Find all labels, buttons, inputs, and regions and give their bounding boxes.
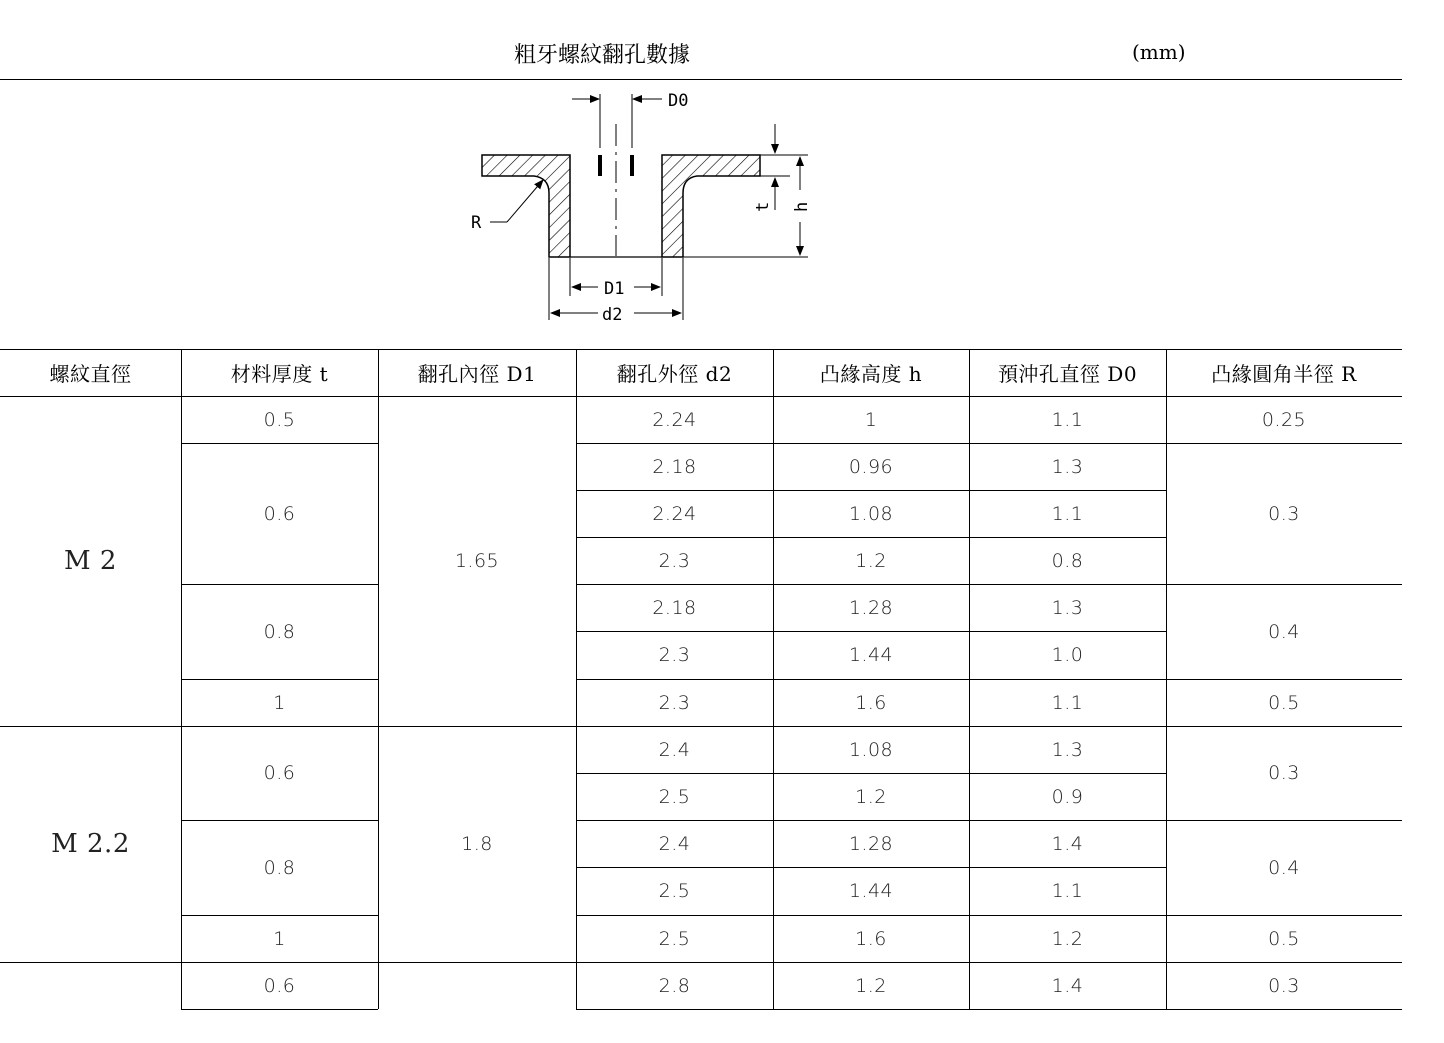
h-value: 1 xyxy=(864,408,878,431)
d0-value: 1.3 xyxy=(1051,738,1084,761)
h-value: 1.6 xyxy=(855,691,887,714)
thickness-value: 0.8 xyxy=(263,620,296,643)
column-header: 翻孔外徑 d2 xyxy=(616,362,733,386)
label-h: h xyxy=(792,201,812,212)
d2-value: 2.3 xyxy=(658,549,691,572)
thickness-rule xyxy=(181,584,378,585)
radius-value: 0.3 xyxy=(1268,502,1300,525)
d2-value: 2.3 xyxy=(658,644,691,666)
d2-value: 2.18 xyxy=(652,596,697,619)
label-r: R xyxy=(471,213,482,233)
thickness-value: 0.8 xyxy=(263,856,296,879)
d2-value: 2.4 xyxy=(658,832,691,855)
d2-value: 2.5 xyxy=(658,880,691,902)
column-header: 凸緣圓角半徑 R xyxy=(1211,362,1357,386)
d0-value: 1.1 xyxy=(1051,880,1084,902)
column-header: 翻孔內徑 D1 xyxy=(417,362,537,386)
d0-value: 1.3 xyxy=(1051,455,1084,478)
d2-value: 2.18 xyxy=(652,455,697,478)
d1-value: 1.8 xyxy=(461,833,493,855)
column-divider xyxy=(969,396,970,1009)
h-value: 1.2 xyxy=(855,549,887,572)
h-value: 0.96 xyxy=(848,455,894,478)
radius-value: 0.3 xyxy=(1268,762,1300,784)
thread-size: M 2.2 xyxy=(51,829,130,859)
d2-value: 2.5 xyxy=(658,785,691,808)
thickness-value: 1 xyxy=(273,691,286,714)
d0-value: 1.1 xyxy=(1051,691,1084,714)
d0-value: 1.1 xyxy=(1051,502,1084,525)
h-value: 1.28 xyxy=(848,596,894,619)
page-title: 粗牙螺紋翻孔數據 xyxy=(513,43,690,68)
thickness-rule xyxy=(181,820,378,821)
column-divider xyxy=(378,396,379,1009)
thickness-rule xyxy=(181,726,378,727)
d0-value: 1.2 xyxy=(1051,927,1084,950)
radius-value: 0.3 xyxy=(1268,974,1300,997)
thickness-rule xyxy=(181,443,378,444)
radius-value: 0.5 xyxy=(1268,927,1300,950)
thickness-rule xyxy=(181,1009,378,1010)
column-divider xyxy=(576,396,577,1009)
d1-value: 1.65 xyxy=(454,550,500,572)
d0-value: 1.3 xyxy=(1051,596,1084,619)
h-value: 1.2 xyxy=(855,974,887,997)
radius-value: 0.4 xyxy=(1268,620,1300,643)
thickness-value: 1 xyxy=(273,927,286,950)
thickness-value: 0.5 xyxy=(263,408,296,431)
h-value: 1.28 xyxy=(848,832,894,855)
d0-value: 0.9 xyxy=(1051,785,1084,808)
h-value: 1.44 xyxy=(848,644,894,666)
d2-value: 2.24 xyxy=(652,502,697,525)
d0-value: 1.0 xyxy=(1051,644,1084,666)
d2-value: 2.8 xyxy=(658,974,691,997)
radius-value: 0.25 xyxy=(1261,408,1307,431)
radius-rule xyxy=(1166,1009,1402,1010)
column-divider xyxy=(181,396,182,1009)
column-header: 凸緣高度 h xyxy=(819,362,923,386)
label-d1: D1 xyxy=(604,279,625,299)
thickness-rule xyxy=(181,679,378,680)
d2-value: 2.24 xyxy=(652,408,697,431)
unit-label: (mm) xyxy=(1132,40,1186,64)
d0-value: 0.8 xyxy=(1051,549,1084,572)
h-value: 1.08 xyxy=(848,738,894,761)
column-header: 材料厚度 t xyxy=(230,362,329,386)
radius-value: 0.4 xyxy=(1268,856,1300,879)
d2-value: 2.3 xyxy=(658,691,691,714)
column-divider xyxy=(1166,396,1167,1009)
h-value: 1.08 xyxy=(848,502,894,525)
d0-value: 1.4 xyxy=(1051,974,1084,997)
label-t: t xyxy=(753,201,773,212)
h-value: 1.44 xyxy=(848,880,894,902)
thickness-value: 0.6 xyxy=(263,762,296,784)
thickness-value: 0.6 xyxy=(263,974,296,997)
d2-value: 2.4 xyxy=(658,738,691,761)
column-header: 螺紋直徑 xyxy=(49,362,132,386)
d0-value: 1.4 xyxy=(1051,832,1084,855)
d2-value: 2.5 xyxy=(658,927,691,950)
thickness-rule xyxy=(181,915,378,916)
column-header: 預沖孔直徑 D0 xyxy=(997,362,1138,386)
label-d0: D0 xyxy=(668,91,689,111)
h-value: 1.2 xyxy=(855,785,887,808)
column-divider xyxy=(773,396,774,1009)
d0-value: 1.1 xyxy=(1051,408,1084,431)
thickness-value: 0.6 xyxy=(263,502,296,525)
radius-value: 0.5 xyxy=(1268,691,1300,714)
row-rule xyxy=(576,1009,1166,1010)
thickness-rule xyxy=(181,962,378,963)
thread-size: M 2 xyxy=(64,546,117,576)
label-d2: d2 xyxy=(602,305,623,324)
h-value: 1.6 xyxy=(855,927,887,950)
